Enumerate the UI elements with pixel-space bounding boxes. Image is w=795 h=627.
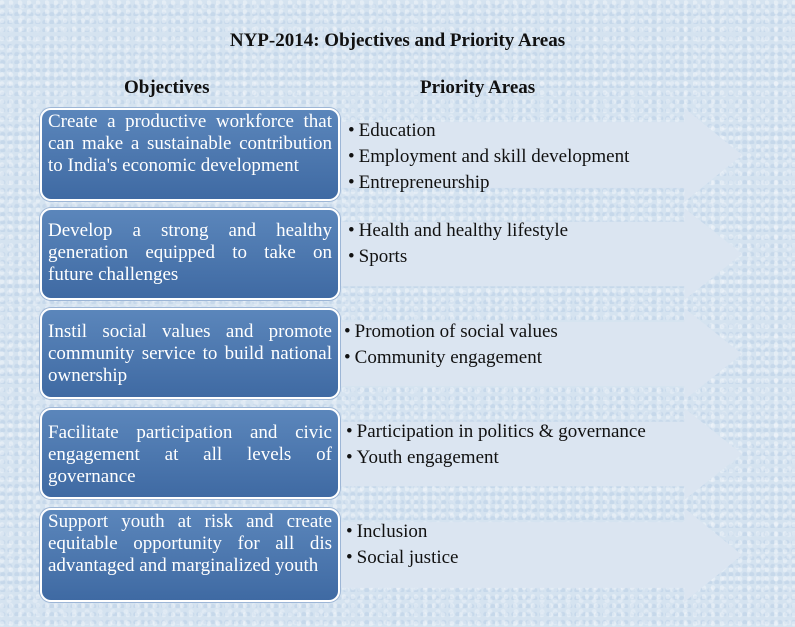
- priority-item: • Health and healthy lifestyle: [348, 218, 568, 244]
- priority-item: • Promotion of social values: [344, 319, 558, 345]
- objective-box: Support youth at risk and create equitable opportunity for all dis advantaged and marginalized youth: [40, 508, 340, 602]
- priority-item: • Inclusion: [346, 519, 459, 545]
- page-title: NYP-2014: Objectives and Priority Areas: [229, 30, 566, 51]
- priority-list: [346, 419, 646, 471]
- priority-item: • Youth engagement: [346, 445, 646, 471]
- objective-box: Create a productive workforce that can make a sustainable contribution to India's economic development: [40, 108, 340, 201]
- objective-row-5: [0, 508, 795, 602]
- priority-list: [348, 218, 568, 270]
- priority-areas-header: Priority Areas: [420, 77, 536, 98]
- priority-item: • Social justice: [346, 545, 459, 571]
- priority-list: [346, 519, 459, 571]
- priority-item: • Education: [348, 118, 629, 144]
- objective-box: Develop a strong and healthy generation equipped to take on future challenges: [40, 208, 340, 300]
- priority-item: • Participation in politics & governance: [346, 419, 646, 445]
- priority-item: • Entrepreneurship: [348, 170, 629, 196]
- priority-item: • Community engagement: [344, 345, 558, 371]
- objective-box: Instil social values and promote community service to build national ownership: [40, 308, 340, 399]
- objective-row-2: [0, 208, 795, 300]
- objective-row-3: [0, 308, 795, 400]
- objective-row-1: [0, 108, 795, 202]
- objective-box: Facilitate participation and civic engagement at all levels of governance: [40, 408, 340, 499]
- priority-list: [348, 118, 629, 196]
- priority-item: • Sports: [348, 244, 568, 270]
- priority-item: • Employment and skill development: [348, 144, 629, 170]
- objectives-header: Objectives: [124, 77, 210, 98]
- priority-list: [344, 319, 558, 371]
- objective-row-4: [0, 408, 795, 500]
